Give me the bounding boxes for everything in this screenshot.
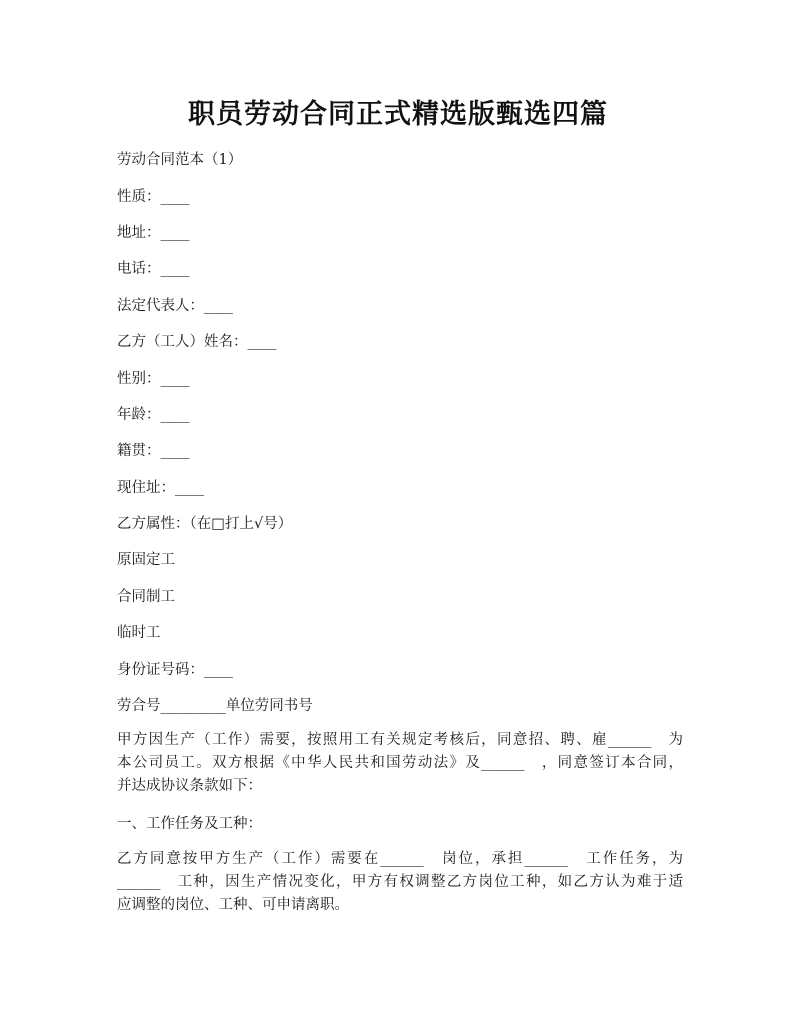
- contract-template-label: 劳动合同范本（1）: [117, 152, 243, 168]
- field-age: 年龄：____: [117, 407, 190, 423]
- field-current-address: 现住址：____: [117, 480, 204, 496]
- field-nature: 性质：____: [117, 189, 190, 205]
- option-contract-worker: 合同制工: [117, 589, 175, 605]
- option-temporary-worker: 临时工: [117, 625, 161, 641]
- paragraph-line: ______ 工种，因生产情况变化，甲方有权调整乙方岗位工种，如乙方认为难于适: [117, 874, 683, 890]
- field-address: 地址：____: [117, 225, 190, 241]
- field-phone: 电话：____: [117, 261, 190, 277]
- paragraph-line: 应调整的岗位、工种、可申请离职。: [117, 897, 349, 913]
- field-id-number: 身份证号码：____: [117, 662, 233, 678]
- document-title: 职员劳动合同正式精选版甄选四篇: [188, 99, 608, 130]
- field-legal-representative: 法定代表人：____: [117, 298, 233, 314]
- option-permanent-worker: 原固定工: [117, 552, 175, 568]
- section-heading: 一、工作任务及工种：: [117, 816, 262, 832]
- paragraph-line: 并达成协议条款如下：: [117, 778, 262, 794]
- paragraph-line: 本公司员工。双方根据《中华人民共和国劳动法》及______ ，同意签订本合同，: [117, 755, 683, 771]
- paragraph-preamble: [117, 729, 683, 798]
- field-native-place: 籍贯：____: [117, 443, 190, 459]
- field-worker-type: 乙方属性：（在□打上√号）: [117, 516, 293, 532]
- field-gender: 性别：____: [117, 371, 190, 387]
- field-contract-number: 劳合号_________单位劳同书号: [117, 698, 313, 714]
- paragraph-line: 甲方因生产（工作）需要，按照用工有关规定考核后，同意招、聘、雇______ 为: [117, 732, 683, 748]
- paragraph-line: 乙方同意按甲方生产（工作）需要在______ 岗位，承担______ 工作任务，为: [117, 851, 683, 867]
- paragraph-work-task: [117, 848, 683, 917]
- field-worker-name: 乙方（工人）姓名：____: [117, 334, 277, 350]
